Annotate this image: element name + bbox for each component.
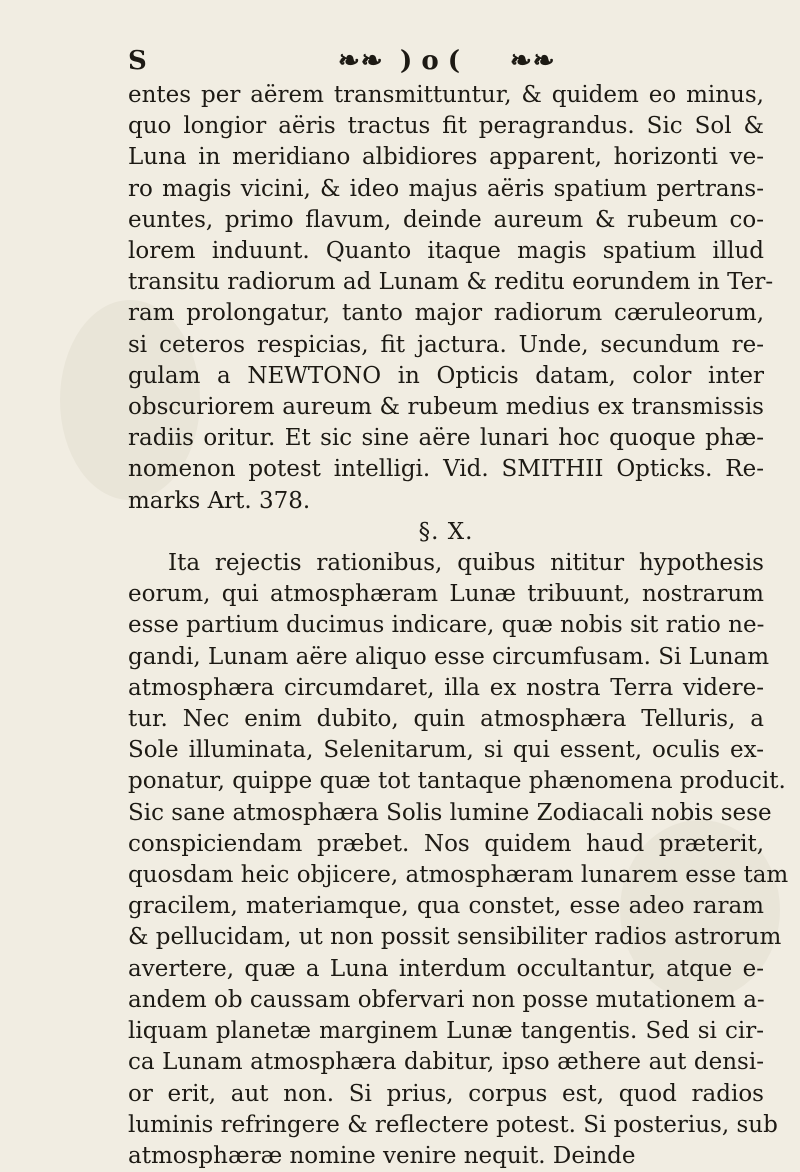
page-header (110, 44, 760, 78)
text-line: eorum, qui atmosphæram Lunæ tribuunt, nostrarum (128, 581, 764, 608)
text-line: & pellucidam, ut non possit sensibiliter radios astrorum (128, 924, 782, 951)
text-line: ro magis vicini, & ideo majus aëris spatium pertrans- (128, 175, 764, 202)
text-line: atmosphæræ nomine venire nequit. Deinde (128, 1142, 636, 1169)
text-line: Sic sane atmosphæra Solis lumine Zodiacali nobis sese (128, 799, 772, 826)
text-line: andem ob caussam obfervari non posse mutationem a- (128, 986, 765, 1013)
text-line: quosdam heic objicere, atmosphæram lunarem esse tam (128, 862, 789, 889)
text-line: radiis oritur. Et sic sine aëre lunari hoc quoque phæ- (128, 425, 764, 452)
paragraph-2 (128, 548, 789, 1172)
ornament-left: ❧❧ (338, 46, 384, 76)
text-line: marks Art. 378. (128, 487, 311, 514)
text-line: entes per aërem transmittuntur, & quidem eo minus, (128, 82, 764, 108)
text-line: si ceteros respicias, fit jactura. Unde, secundum re- (128, 331, 764, 358)
text-line: Luna in meridiano albidiores apparent, horizonti ve- (128, 144, 764, 171)
text-line: quo longior aëris tractus fit peragrandus. Sic Sol & (128, 113, 764, 140)
text-line: ponatur, quippe quæ tot tantaque phænomena producit. (128, 768, 786, 795)
text-line: Ita rejectis rationibus, quibus nititur hypothesis (168, 550, 764, 577)
text-line: ram prolongatur, tanto major radiorum cæruleorum, (128, 300, 764, 327)
section-heading: §. X. (418, 518, 474, 545)
text-line: obscuriorem aureum & rubeum medius ex transmissis (128, 394, 764, 421)
ornament-right: ❧❧ (510, 46, 556, 76)
text-line: gulam a NEWTONO in Opticis datam, color inter (128, 362, 764, 389)
text-line: gandi, Lunam aëre aliquo esse circumfusam. Si Lunam (128, 643, 770, 670)
text-line: luminis refringere & reflectere potest. Si posterius, sub (128, 1111, 778, 1138)
text-line: or erit, aut non. Si prius, corpus est, quod radios (128, 1080, 764, 1107)
text-line: Sole illuminata, Selenitarum, si qui essent, oculis ex- (128, 737, 764, 764)
text-line: gracilem, materiamque, qua constet, esse adeo raram (128, 893, 764, 920)
text-line: lorem induunt. Quanto itaque magis spatium illud (128, 238, 764, 265)
text-line: liquam planetæ marginem Lunæ tangentis. Sed si cir- (128, 1018, 764, 1045)
body-text (128, 80, 789, 1172)
text-line: avertere, quæ a Luna interdum occultantur, atque e- (128, 955, 764, 982)
text-line: transitu radiorum ad Lunam & reditu eorundem in Ter- (128, 269, 774, 296)
text-line: conspiciendam præbet. Nos quidem haud præterit, (128, 830, 764, 857)
text-line: tur. Nec enim dubito, quin atmosphæra Telluris, a (128, 706, 764, 733)
paragraph-1 (128, 80, 774, 517)
text-line: esse partium ducimus indicare, quæ nobis sit ratio ne- (128, 612, 765, 639)
text-line: atmosphæra circumdaret, illa ex nostra Terra videre- (128, 674, 764, 701)
signature-mark: S (128, 46, 147, 76)
text-line: ca Lunam atmosphæra dabitur, ipso æthere aut densi- (128, 1049, 764, 1076)
running-head: ) o ( (400, 46, 461, 76)
text-line: nomenon potest intelligi. Vid. SMITHII Opticks. Re- (128, 456, 764, 483)
text-line: euntes, primo flavum, deinde aureum & rubeum co- (128, 206, 764, 233)
